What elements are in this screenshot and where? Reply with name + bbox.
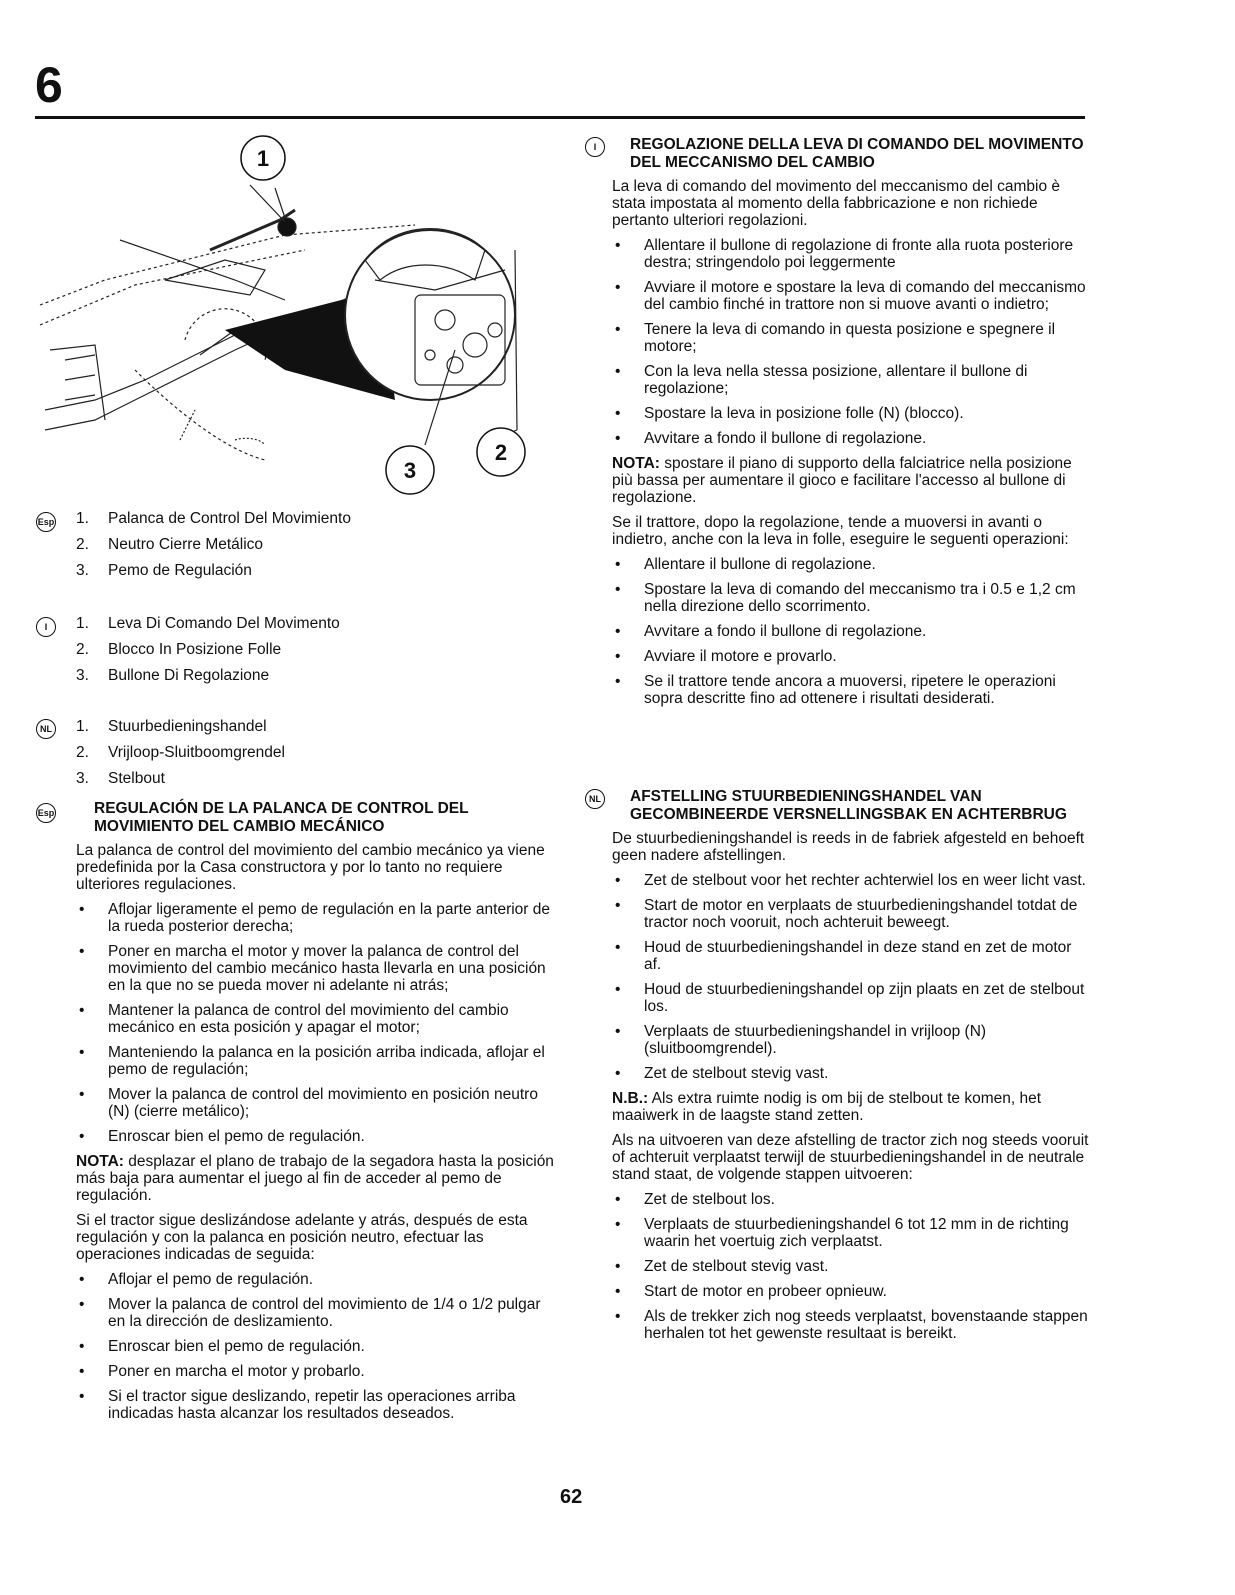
legend-number: 3. [76,562,89,579]
list-item: • Start de motor en probeer opnieuw. [612,1283,1090,1300]
list-item: • Houd de stuurbedieningshandel in deze stand en zet de motor af. [612,939,1090,973]
section-it-intro: La leva di comando del movimento del meccanismo del cambio è stata impostata al momento della fabbricazione e non richiede pertanto ulteriori regolazioni. [612,178,1061,229]
lang-badge-es-section: Esp [36,803,56,823]
legend-nl [76,714,285,792]
legend-row [76,740,285,766]
list-item: • Zet de stelbout stevig vast. [612,1258,1090,1275]
legend-label: Stuurbedieningshandel [108,718,267,735]
legend-row [76,637,340,663]
legend-row [76,558,351,584]
note-label: NOTA: [76,1153,124,1170]
list-item: • Start de motor en verplaats de stuurbedieningshandel totdat de tractor noch vooruit, noch achteruit beweegt. [612,897,1090,931]
list-item: • Aflojar el pemo de regulación. [76,1271,560,1288]
lang-badge-nl: NL [36,719,56,739]
header-rule [35,116,1085,119]
list-item: • Mover la palanca de control del movimiento de 1/4 o 1/2 pulgar en la dirección de deslizamiento. [76,1296,560,1330]
section-it-if: Se il trattore, dopo la regolazione, tende a muoversi in avanti o indietro, anche con la leva in folle, eseguire le seguenti operazioni: [612,514,1069,548]
legend-it [76,611,340,689]
legend-label: Blocco In Posizione Folle [108,641,282,658]
list-item: • Zet de stelbout voor het rechter achterwiel los en weer licht vast. [612,872,1090,889]
list-item: • Avviare il motore e spostare la leva di comando del meccanismo del cambio finché in trattore non si muove avanti o indietro; [612,279,1090,313]
list-item: • Spostare la leva di comando del meccanismo tra i 0.5 e 1,2 cm nella direzione dello scorrimento. [612,581,1090,615]
section-es-intro: La palanca de control del movimiento del cambio mecánico ya viene predefinida por la Casa constructora y por lo tanto no requiere ulteriores regulaciones. [76,842,545,893]
note-text: desplazar el plano de trabajo de la segadora hasta la posición más baja para aumentar el juego al fin de acceder al pemo de regulación. [76,1153,554,1204]
note-text: spostare il piano di supporto della falciatrice nella posizione più bassa per aumentare il gioco e facilitare l'accesso al bullone di regolazione. [612,455,1072,506]
list-item: • Con la leva nella stessa posizione, allentare il bullone di regolazione; [612,363,1090,397]
legend-row [76,506,351,532]
section-nl-heading: AFSTELLING STUURBEDIENINGSHANDEL VAN GECOMBINEERDE VERSNELLINGSBAK EN ACHTERBRUG [630,788,1067,823]
section-nl-note [612,1090,1090,1124]
section-it-note [612,455,1090,506]
svg-text:2: 2 [494,440,508,465]
list-item: • Verplaats de stuurbedieningshandel 6 tot 12 mm in de richting waarin het voertuig zich verplaatst. [612,1216,1090,1250]
section-nl-if: Als na uitvoeren van deze afstelling de tractor zich nog steeds vooruit of achteruit verplaatst terwijl de stuurbedieningshandel in de neutrale stand staat, de volgende stappen uitvoeren: [612,1132,1089,1183]
legend-row [76,611,340,637]
list-item: • Avvitare a fondo il bullone di regolazione. [612,623,1090,640]
legend-number: 1. [76,615,89,632]
legend-label: Leva Di Comando Del Movimento [108,615,340,632]
legend-number: 1. [76,510,89,527]
legend-number: 2. [76,536,89,553]
legend-label: Vrijloop-Sluitboomgrendel [108,744,285,761]
note-label: N.B.: [612,1090,649,1107]
lang-badge-nl-section: NL [585,789,605,809]
list-item: • Als de trekker zich nog steeds verplaatst, bovenstaande stappen herhalen tot het gewenste resultaat is bereikt. [612,1308,1090,1342]
section-it [612,136,1090,715]
list-item: • Poner en marcha el motor y mover la palanca de control del movimiento del cambio mecánico hasta llevarla en una posición en la que no se pueda mover ni adelante ni atrás; [76,943,560,994]
section-nl [612,788,1090,1350]
list-item: • Allentare il bullone di regolazione di fronte alla ruota posteriore destra; stringendolo poi leggermente [612,237,1090,271]
list-item: • Se il trattore tende ancora a muoversi, ripetere le operazioni sopra descritte fino ad ottenere i risultati desiderati. [612,673,1090,707]
note-label: NOTA: [612,455,660,472]
svg-text:1: 1 [256,146,270,171]
note-text: Als extra ruimte nodig is om bij de stelbout te komen, het maaiwerk in de laagste stand zetten. [612,1090,1042,1124]
list-item: • Zet de stelbout stevig vast. [612,1065,1090,1082]
chapter-number: 6 [35,57,63,113]
section-es-note [76,1153,560,1204]
legend-label: Neutro Cierre Metálico [108,536,264,553]
legend-row [76,532,351,558]
callout-2 [477,428,525,476]
list-item: • Tenere la leva di comando in questa posizione e spegnere il motore; [612,321,1090,355]
page-number: 62 [560,1486,583,1508]
section-es-heading: REGULACIÓN DE LA PALANCA DE CONTROL DEL MOVIMIENTO DEL CAMBIO MECÁNICO [94,800,469,835]
callout-1 [241,136,285,180]
legend-number: 1. [76,718,89,735]
lang-badge-es: Esp [36,512,56,532]
section-nl-intro: De stuurbedieningshandel is reeds in de fabriek afgesteld en behoeft geen nadere afstellingen. [612,830,1085,864]
section-it-heading: REGOLAZIONE DELLA LEVA DI COMANDO DEL MOVIMENTO DEL MECCANISMO DEL CAMBIO [630,136,1084,171]
legend-number: 3. [76,667,89,684]
legend-number: 2. [76,641,89,658]
legend-row [76,766,285,792]
section-es [76,800,560,1430]
svg-text:3: 3 [403,458,417,483]
legend-number: 2. [76,744,89,761]
lang-badge-it: I [36,617,56,637]
list-item: • Mover la palanca de control del movimiento en posición neutro (N) (cierre metálico); [76,1086,560,1120]
list-item: • Mantener la palanca de control del movimiento del cambio mecánico en esta posición y apagar el motor; [76,1002,560,1036]
list-item: • Houd de stuurbedieningshandel op zijn plaats en zet de stelbout los. [612,981,1090,1015]
legend-row [76,663,340,689]
list-item: • Zet de stelbout los. [612,1191,1090,1208]
list-item: • Aflojar ligeramente el pemo de regulación en la parte anterior de la rueda posterior derecha; [76,901,560,935]
list-item: • Manteniendo la palanca en la posición arriba indicada, aflojar el pemo de regulación; [76,1044,560,1078]
list-item: • Spostare la leva in posizione folle (N) (blocco). [612,405,1090,422]
legend-label: Pemo de Regulación [108,562,252,579]
legend-number: 3. [76,770,89,787]
lever-diagram [35,130,555,500]
list-item: • Verplaats de stuurbedieningshandel in vrijloop (N) (sluitboomgrendel). [612,1023,1090,1057]
legend-es [76,506,351,584]
list-item: • Poner en marcha el motor y probarlo. [76,1363,560,1380]
legend-row [76,714,285,740]
list-item: • Avvitare a fondo il bullone di regolazione. [612,430,1090,447]
legend-label: Palanca de Control Del Movimiento [108,510,351,527]
list-item: • Avviare il motore e provarlo. [612,648,1090,665]
section-es-if: Si el tractor sigue deslizándose adelante y atrás, después de esta regulación y con la palanca en posición neutro, efectuar las operaciones indicadas de seguida: [76,1212,528,1263]
list-item: • Enroscar bien el pemo de regulación. [76,1338,560,1355]
list-item: • Enroscar bien el pemo de regulación. [76,1128,560,1145]
legend-label: Bullone Di Regolazione [108,667,270,684]
lang-badge-it-section: I [585,137,605,157]
legend-label: Stelbout [108,770,165,787]
list-item: • Allentare il bullone di regolazione. [612,556,1090,573]
callout-3 [386,446,434,494]
list-item: • Si el tractor sigue deslizando, repetir las operaciones arriba indicadas hasta alcanzar los resultados deseados. [76,1388,560,1422]
